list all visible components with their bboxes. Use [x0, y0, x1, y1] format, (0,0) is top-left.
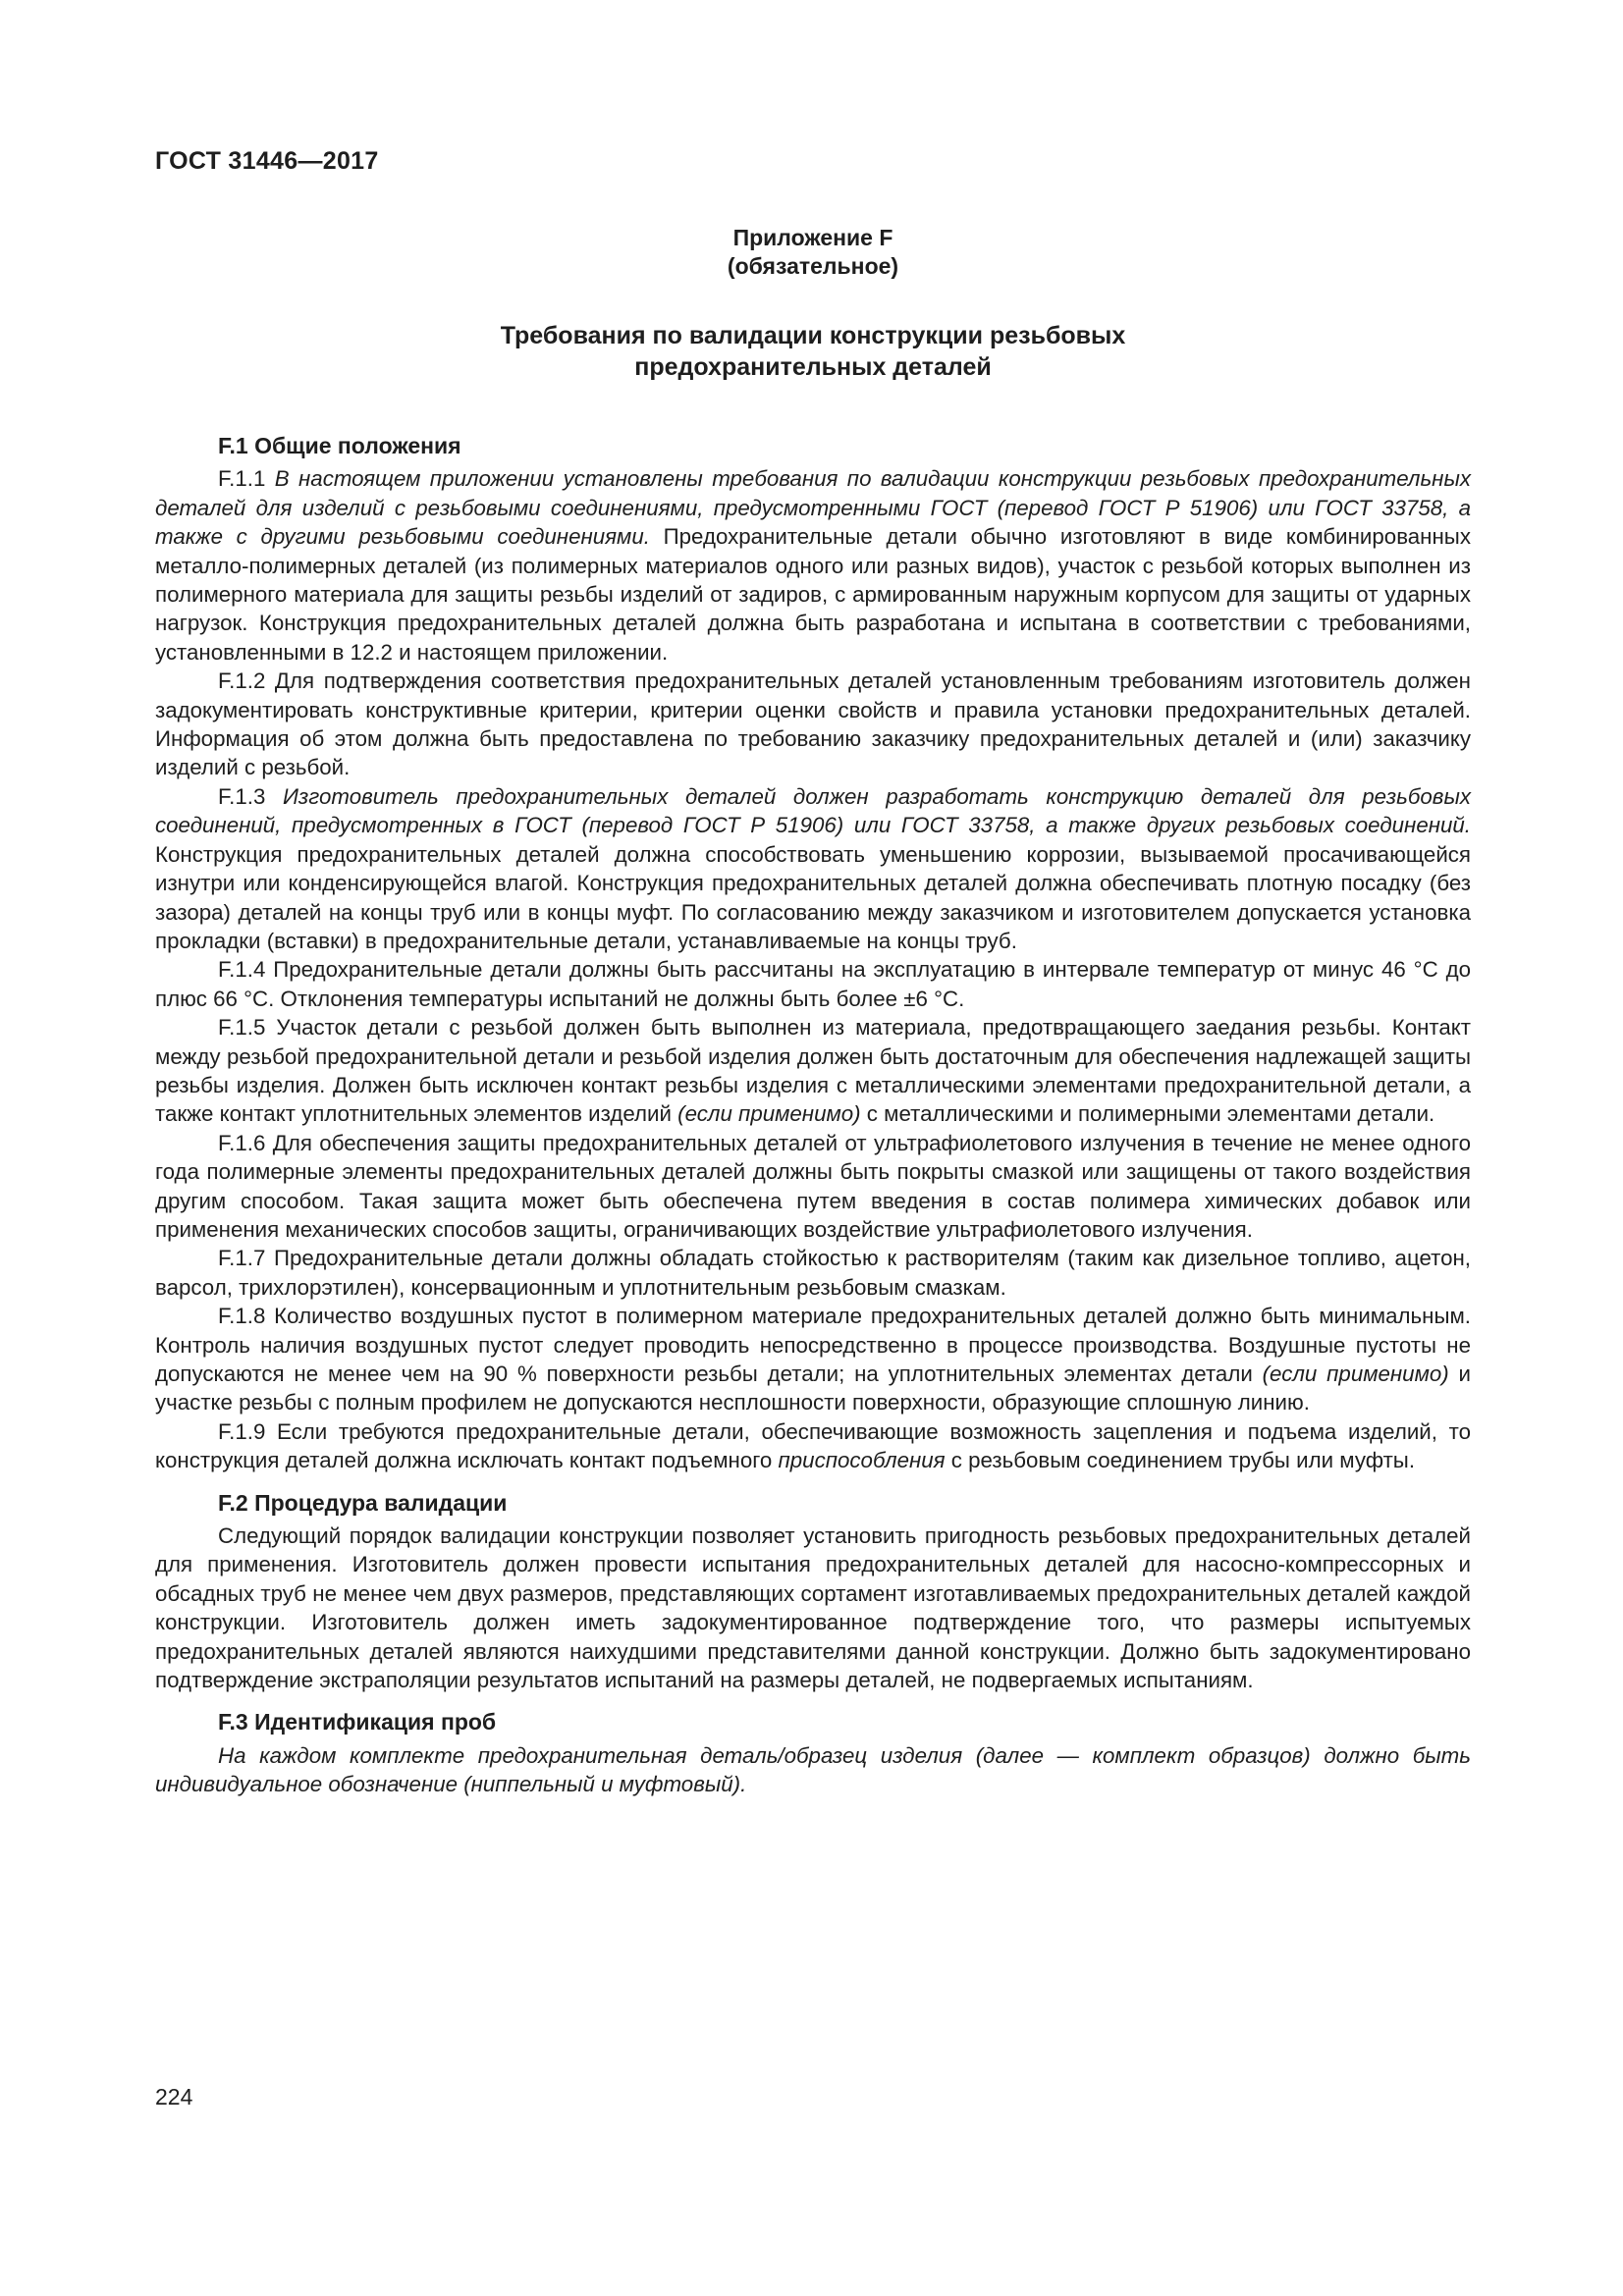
paragraph-number: F.1.3	[218, 783, 283, 809]
section-heading-f3: F.3 Идентификация проб	[218, 1709, 497, 1735]
appendix-title: Приложение F	[732, 225, 893, 250]
italic-text: Изготовитель предохранительных деталей должен разработать конструкцию деталей для резьбовых соединений, предусмотренных в ГОСТ (перевод ГОСТ Р 51906) или ГОСТ 33758, а также других резьбовых соединений.	[155, 783, 1471, 838]
page-content	[155, 224, 1471, 1799]
italic-text: В настоящем приложении установлены требования по валидации конструкции резьбовых предохранительных деталей для изделий с резьбовыми соединениями, предусмотренными ГОСТ (перевод ГОСТ Р 51906) или ГОСТ 33758, а также с другими резьбовыми соединениями.	[155, 466, 1471, 550]
paragraph-text: Конструкция предохранительных деталей должна способствовать уменьшению коррозии, вызываемой просачивающейся изнутри или конденсирующейся влагой. Конструкция предохранительных деталей должна обеспечивать плотную посадку (без зазора) деталей на концы труб или в концы муфт. По согласованию между заказчиком и изготовителем допускается установка прокладки (вставки) в предохранительные детали, устанавливаемые на концы труб.	[155, 841, 1471, 953]
paragraph-text: и участке резьбы с полным профилем не допускаются несплошности поверхности, образующие сплошную линию.	[155, 1362, 1471, 1415]
paragraph-f2-1: Следующий порядок валидации конструкции позволяет установить пригодность резьбовых предохранительных деталей для применения. Изготовитель должен провести испытания предохранительных деталей для насосно-компрессорных и обсадных труб не менее чем двух размеров, представляющих сортамент изготавливаемых предохранительных деталей каждой конструкции. Изготовитель должен иметь задокументированное подтверждение того, что размеры испытуемых предохранительных деталей являются наихудшими представителями данной конструкции. Должно быть задокументировано подтверждение экстраполяции результатов испытаний на размеры деталей, не подвергаемых испытаниям.	[155, 1523, 1471, 1693]
paragraph-text: Предохранительные детали обычно изготовляют в виде комбинированных металло-полимерных деталей (из полимерных материалов одного или разных видов), участок с резьбой которых выполнен из полимерного материала для защиты резьбы изделий от задиров, с армированным наружным корпусом для защиты от ударных нагрузок. Конструкция предохранительных деталей должна быть разработана и испытана в соответствии с требованиями, установленными в 12.2 и настоящем приложении.	[155, 524, 1471, 665]
paragraph-f1-6: F.1.6 Для обеспечения защиты предохранительных деталей от ультрафиолетового излучения в течение не менее одного года полимерные элементы предохранительных деталей должны быть покрыты смазкой или защищены от такого воздействия другим способом. Такая защита может быть обеспечена путем введения в состав полимера химических добавок или применения механических способов защиты, ограничивающих воздействие ультрафиолетового излучения.	[155, 1130, 1471, 1242]
document-code: ГОСТ 31446—2017	[155, 147, 379, 175]
section-heading-f2: F.2 Процедура валидации	[218, 1489, 508, 1516]
paragraph-f1-7: F.1.7 Предохранительные детали должны обладать стойкостью к растворителям (таким как дизельное топливо, ацетон, варсол, трихлорэтилен), консервационным и уплотнительным резьбовым смазкам.	[155, 1246, 1471, 1300]
paragraph-text: F.1.9 Если требуются предохранительные детали, обеспечивающие возможность зацепления и подъема изделий, то конструкция деталей должна исключать контакт подъемного	[155, 1418, 1471, 1473]
appendix-heading-line1: Требования по валидации конструкции резьбовых	[500, 322, 1126, 349]
paragraph-f1-2: F.1.2 Для подтверждения соответствия предохранительных деталей установленным требованиям изготовитель должен задокументировать конструктивные критерии, критерии оценки свойств и правила установки предохранительных деталей. Информация об этом должна быть предоставлена по требованию заказчику предохранительных деталей и (или) заказчику изделий с резьбой.	[155, 668, 1471, 780]
page-number: 224	[155, 2084, 193, 2109]
paragraph-f1-4: F.1.4 Предохранительные детали должны быть рассчитаны на эксплуатацию в интервале температур от минус 46 °С до плюс 66 °С. Отклонения температуры испытаний не должны быть более ±6 °С.	[155, 957, 1471, 1011]
paragraph-f1-1	[155, 464, 1471, 667]
appendix-heading	[155, 320, 1471, 383]
paragraph-f1-8	[155, 1302, 1471, 1417]
paragraph-text: F.1.5 Участок детали с резьбой должен быть выполнен из материала, предотвращающего заедания резьбы. Контакт между резьбой предохранительной детали и резьбой изделия должен быть достаточным для обеспечения надлежащей защиты резьбы изделия. Должен быть исключен контакт резьбы изделия с металлическими элементами предохранительной детали, а также контакт уплотнительных элементов изделий	[155, 1015, 1471, 1127]
paragraph-f3-1: На каждом комплекте предохранительная деталь/образец изделия (далее — комплект образцов) должно быть индивидуальное обозначение (ниппельный и муфтовый).	[155, 1742, 1471, 1797]
appendix-status: (обязательное)	[727, 253, 899, 279]
paragraph-f1-3	[155, 782, 1471, 955]
appendix-heading-line2: предохранительных деталей	[634, 353, 992, 381]
paragraph-number: F.1.1	[218, 466, 275, 492]
paragraph-f1-9	[155, 1417, 1471, 1475]
paragraph-text: F.1.8 Количество воздушных пустот в полимерном материале предохранительных деталей должно быть минимальным. Контроль наличия воздушных пустот следует проводить непосредственно в процессе производства. Воздушные пустоты не допускаются не менее чем на 90 % поверхности резьбы детали; на уплотнительных элементах детали	[155, 1304, 1471, 1386]
paragraph-text: с металлическими и полимерными элементами детали.	[860, 1101, 1435, 1127]
italic-text: (если применимо)	[1262, 1362, 1449, 1386]
section-heading-f1: F.1 Общие положения	[218, 433, 461, 458]
paragraph-f1-5	[155, 1013, 1471, 1129]
paragraph-text: с резьбовым соединением трубы или муфты.	[945, 1448, 1416, 1473]
italic-text: приспособления	[778, 1448, 946, 1473]
italic-text: (если применимо)	[677, 1101, 861, 1127]
